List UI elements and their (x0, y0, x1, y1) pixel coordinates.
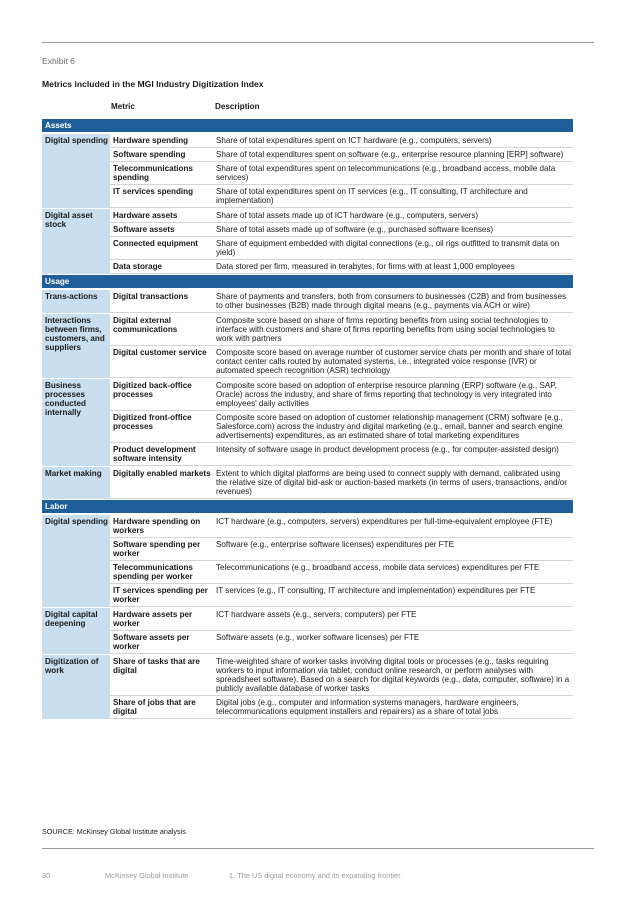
metric-description: Composite score based on share of firms reporting benefits from using social technologies to interface with customers and share of firms reporting benefits from using social technologies to work with partners (216, 316, 555, 343)
metric-description: Share of total expenditures spent on software (e.g., enterprise resource planning [ERP] software) (216, 150, 564, 159)
metric-name: Hardware assets per worker (113, 610, 193, 628)
metric-name: Share of tasks that are digital (113, 657, 200, 675)
table-row (110, 411, 573, 443)
metric-name: Digital customer service (113, 348, 207, 357)
table-row (110, 443, 573, 466)
category-group (42, 314, 573, 378)
metric-name: IT services spending per worker (113, 586, 208, 604)
metric-description: Time-weighted share of worker tasks involving digital tools or processes (e.g., tasks requiring workers to input information via tablet, conduct online research, or perform analyses with spreadsheet software). Based on a search for digital keywords (e.g., data, computer, software) in a publicly available database of worker tasks (216, 657, 570, 693)
category-group (42, 515, 573, 607)
metric-rows (110, 134, 573, 208)
metric-description: Data stored per firm, measured in terabytes, for firms with at least 1,000 employees (216, 262, 515, 271)
table-row (110, 584, 573, 607)
table-row (110, 148, 573, 162)
category-label: Digital spending (42, 515, 110, 607)
metric-name: Digitized front-office processes (113, 413, 192, 431)
category-group (42, 134, 573, 208)
metric-name: Telecommunications spending per worker (113, 563, 193, 581)
metric-name: Software assets per worker (113, 633, 190, 651)
section-header: Labor (42, 500, 573, 513)
metric-name: Hardware spending (113, 136, 189, 145)
category-group (42, 290, 573, 313)
metric-name: Digitally enabled markets (113, 469, 211, 478)
table-row (110, 561, 573, 584)
table-row (110, 223, 573, 237)
table-row (110, 631, 573, 654)
metric-description: IT services (e.g., IT consulting, IT architecture and implementation) expenditures per FTE (216, 586, 536, 595)
metric-description: Share of total assets made up of ICT hardware (e.g., computers, servers) (216, 211, 479, 220)
category-label: Digitization of work (42, 655, 110, 719)
table-row (110, 467, 573, 499)
metric-name: Telecommunications spending (113, 164, 193, 182)
description-column-header: Description (215, 102, 260, 111)
metric-description: Share of equipment embedded with digital connections (e.g., oil rigs outfitted to transmit data on yield) (216, 239, 560, 257)
metric-description: Share of total expenditures spent on telecommunications (e.g., broadband access, mobile data services) (216, 164, 556, 182)
table-row (110, 209, 573, 223)
exhibit-label: Exhibit 6 (42, 56, 75, 66)
metric-rows (110, 655, 573, 719)
chapter-title: 1. The US digital economy and its expanding frontier (229, 871, 401, 880)
table-row (110, 538, 573, 561)
metric-description: Composite score based on adoption of enterprise resource planning (ERP) software (e.g., SAP, Oracle) across the industry, and share of firms reporting that technology is very integrated into employees' daily activities (216, 381, 557, 408)
metric-name: Hardware assets (113, 211, 178, 220)
category-label: Trans-actions (42, 290, 110, 313)
table-row (110, 515, 573, 538)
metric-description: Software assets (e.g., worker software licenses) per FTE (216, 633, 420, 642)
table-row (110, 237, 573, 260)
metric-name: Hardware spending on workers (113, 517, 201, 535)
category-group (42, 655, 573, 719)
section-header: Usage (42, 275, 573, 288)
metric-name: Digitized back-office processes (113, 381, 192, 399)
section-header: Assets (42, 119, 573, 132)
table-row (110, 608, 573, 631)
metric-rows (110, 209, 573, 274)
metric-rows (110, 379, 573, 466)
category-group (42, 379, 573, 466)
metric-name: Software spending per worker (113, 540, 201, 558)
category-label: Digital spending (42, 134, 110, 208)
metric-description: Share of payments and transfers, both from consumers to businesses (C2B) and from businesses to other businesses (B2B) made through digital means (e.g., payments via ACH or wire) (216, 292, 566, 310)
category-label: Digital asset stock (42, 209, 110, 274)
metric-rows (110, 515, 573, 607)
metrics-table (42, 102, 573, 720)
metric-name: Connected equipment (113, 239, 198, 248)
metric-description: ICT hardware assets (e.g., servers, computers) per FTE (216, 610, 417, 619)
category-label: Interactions between firms, customers, and suppliers (42, 314, 110, 378)
metric-name: Digital transactions (113, 292, 189, 301)
top-rule (42, 42, 594, 43)
metric-name: IT services spending (113, 187, 194, 196)
metric-name: Product development software intensity (113, 445, 196, 463)
metric-name: Share of jobs that are digital (113, 698, 196, 716)
metric-name: Software spending (113, 150, 186, 159)
metric-description: Software (e.g., enterprise software licenses) expenditures per FTE (216, 540, 454, 549)
metric-rows (110, 608, 573, 654)
metric-description: ICT hardware (e.g., computers, servers) expenditures per full-time-equivalent employee (FTE) (216, 517, 553, 526)
bottom-rule (42, 848, 594, 849)
metric-column-header: Metric (111, 102, 135, 111)
metric-rows (110, 290, 573, 313)
metric-description: Share of total assets made up of software (e.g., purchased software licenses) (216, 225, 494, 234)
category-label: Market making (42, 467, 110, 499)
metric-description: Telecommunications (e.g., broadband access, mobile data services) expenditures per FTE (216, 563, 540, 572)
table-row (110, 346, 573, 378)
category-group (42, 209, 573, 274)
metric-description: Digital jobs (e.g., computer and information systems managers, hardware engineers, telecommunications equipment installers and repairers) as a share of total jobs (216, 698, 519, 716)
table-row (110, 379, 573, 411)
publisher-name: McKinsey Global Institute (105, 871, 189, 880)
source-note: SOURCE: McKinsey Global Institute analysis (42, 827, 186, 836)
category-group (42, 608, 573, 654)
metric-description: Composite score based on adoption of customer relationship management (CRM) software (e.g., Salesforce.com) across the industry and digital marketing (e.g., email, banner and search engine advertisements) expenditures, as an estimated share of total marketing expenditures (216, 413, 563, 440)
metric-description: Intensity of software usage in product development process (e.g., for computer-assisted design) (216, 445, 559, 454)
table-body (42, 119, 573, 719)
category-label: Business processes conducted internally (42, 379, 110, 466)
table-row (110, 696, 573, 719)
table-row (110, 314, 573, 346)
category-label: Digital capital deepening (42, 608, 110, 654)
exhibit-title: Metrics included in the MGI Industry Digitization Index (42, 79, 264, 89)
metric-rows (110, 467, 573, 499)
metric-name: Software assets (113, 225, 175, 234)
category-group (42, 467, 573, 499)
metric-description: Share of total expenditures spent on ICT hardware (e.g., computers, servers) (216, 136, 492, 145)
table-row (110, 290, 573, 313)
metric-name: Data storage (113, 262, 163, 271)
metric-description: Composite score based on average number of customer service chats per month and share of total contact center calls routed by automated systems, i.e., integrated voice response (IVR) or automated speech recognition (ASR) technology (216, 348, 571, 375)
metric-name: Digital external communications (113, 316, 178, 334)
table-header (42, 102, 573, 119)
table-row (110, 260, 573, 274)
table-row (110, 655, 573, 696)
metric-description: Extent to which digital platforms are being used to connect supply with demand, calibrated using the relative size of digital bid-ask or auction-based markets (in terms of users, transactions, and/or revenues) (216, 469, 567, 496)
page-number: 30 (42, 871, 51, 880)
metric-rows (110, 314, 573, 378)
table-row (110, 134, 573, 148)
table-row (110, 162, 573, 185)
metric-description: Share of total expenditures spent on IT services (e.g., IT consulting, IT architecture and implementation) (216, 187, 528, 205)
table-row (110, 185, 573, 208)
